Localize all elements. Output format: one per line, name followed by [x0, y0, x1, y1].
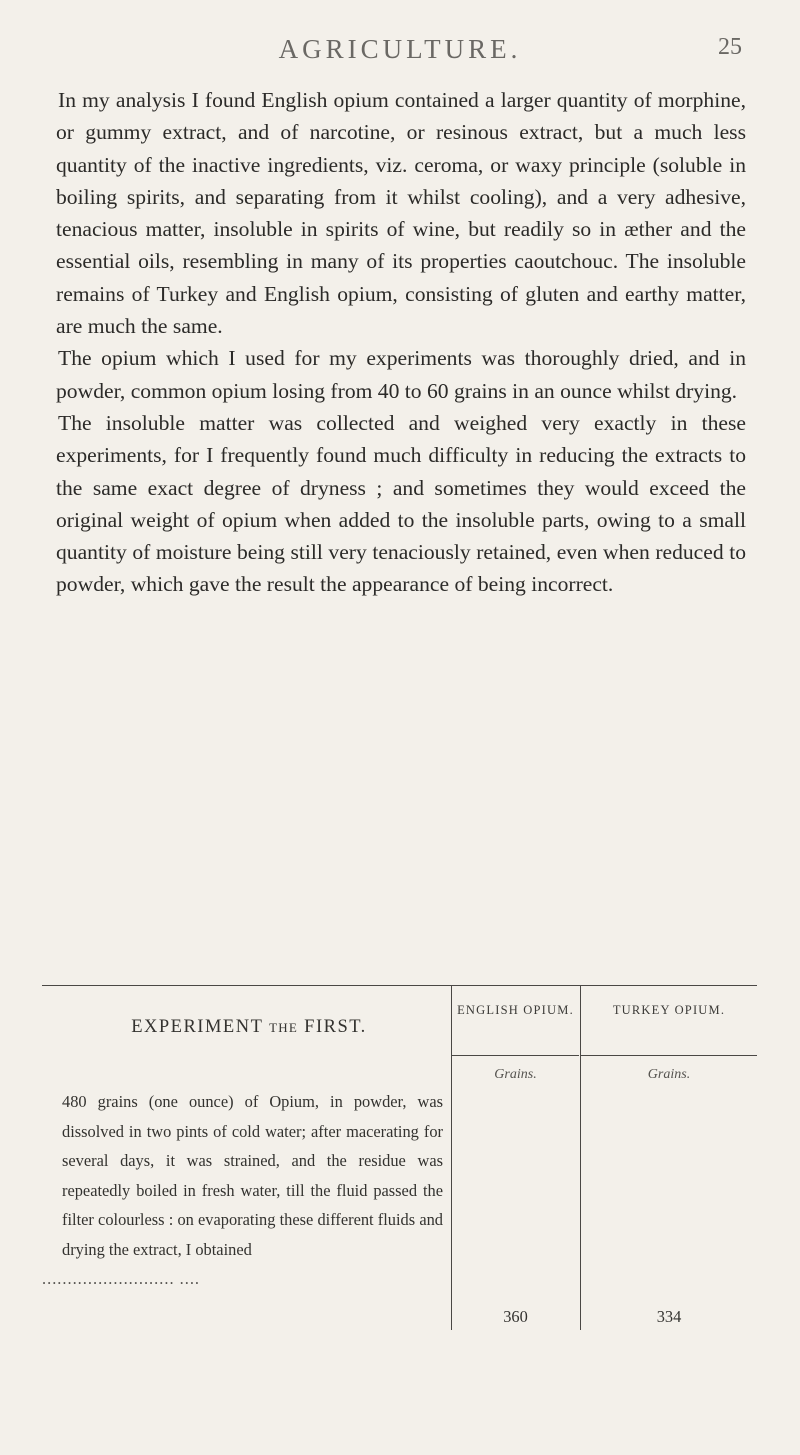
- body-text: [56, 84, 746, 601]
- experiment-title-small: THE: [269, 1020, 299, 1035]
- value-turkey: 334: [656, 1307, 682, 1326]
- experiment-title: [50, 1017, 448, 1038]
- paragraph-analysis: In my analysis I found English opium contained a larger quantity of morphine, or gummy extract, and of narcotine, or resinous extract, but a much less quantity of the inactive ingredients, viz. ceroma, or waxy principle (soluble in boiling spirits, and separating from it whilst cooling), and a very adhesive, tenacious matter, insoluble in spirits of wine, but readily so in æther and the essential oils, resembling in many of its properties caoutchouc. The insoluble remains of Turkey and English opium, consisting of gluten and earthy matter, are much the same.: [56, 88, 746, 339]
- paragraph-insoluble-matter: The insoluble matter was collected and weighed very exactly in these experiments, for I frequently found much difficulty in reducing the extracts to the same exact degree of dryness ; and sometimes they would exceed the original weight of opium when added to the insoluble parts, owing to a small quantity of moisture being still very tenaciously retained, even when reduced to powder, which gave the result the appearance of being incorrect.: [56, 410, 746, 597]
- column-divider-english: [451, 985, 452, 1330]
- experiment-description-text: 480 grains (one ounce) of Opium, in powder, was dissolved in two pints of cold water; after macerating for several days, it was strained, and the residue was repeatedly boiled in fresh water, till the fluid passed the filter colourless : on evaporating these different fluids and drying the extract, I obtained: [62, 1092, 443, 1259]
- paragraph-opium-dried: The opium which I used for my experiments was thoroughly dried, and in powder, common opium losing from 40 to 60 grains in an ounce whilst drying.: [56, 346, 746, 403]
- leader-dots: .......................... ....: [42, 1269, 201, 1288]
- table-top-rule: [42, 985, 757, 986]
- running-head: [0, 34, 800, 66]
- header-rule-turkey: [581, 1055, 757, 1056]
- experiment-description: [42, 1087, 443, 1294]
- page-number: 25: [718, 34, 742, 60]
- running-title: AGRICULTURE.: [278, 34, 522, 64]
- header-rule-english: [452, 1055, 579, 1056]
- experiment-title-main: EXPERIMENT: [131, 1017, 264, 1037]
- unit-turkey: Grains.: [647, 1067, 691, 1082]
- column-divider-turkey: [580, 985, 581, 1330]
- value-english: 360: [503, 1307, 528, 1326]
- experiment-table: [42, 985, 757, 1345]
- column-header-turkey: TURKEY OPIUM.: [612, 1003, 726, 1017]
- column-header-english: ENGLISH OPIUM.: [457, 1003, 574, 1017]
- experiment-title-end: FIRST.: [304, 1017, 367, 1037]
- unit-english: Grains.: [494, 1067, 537, 1082]
